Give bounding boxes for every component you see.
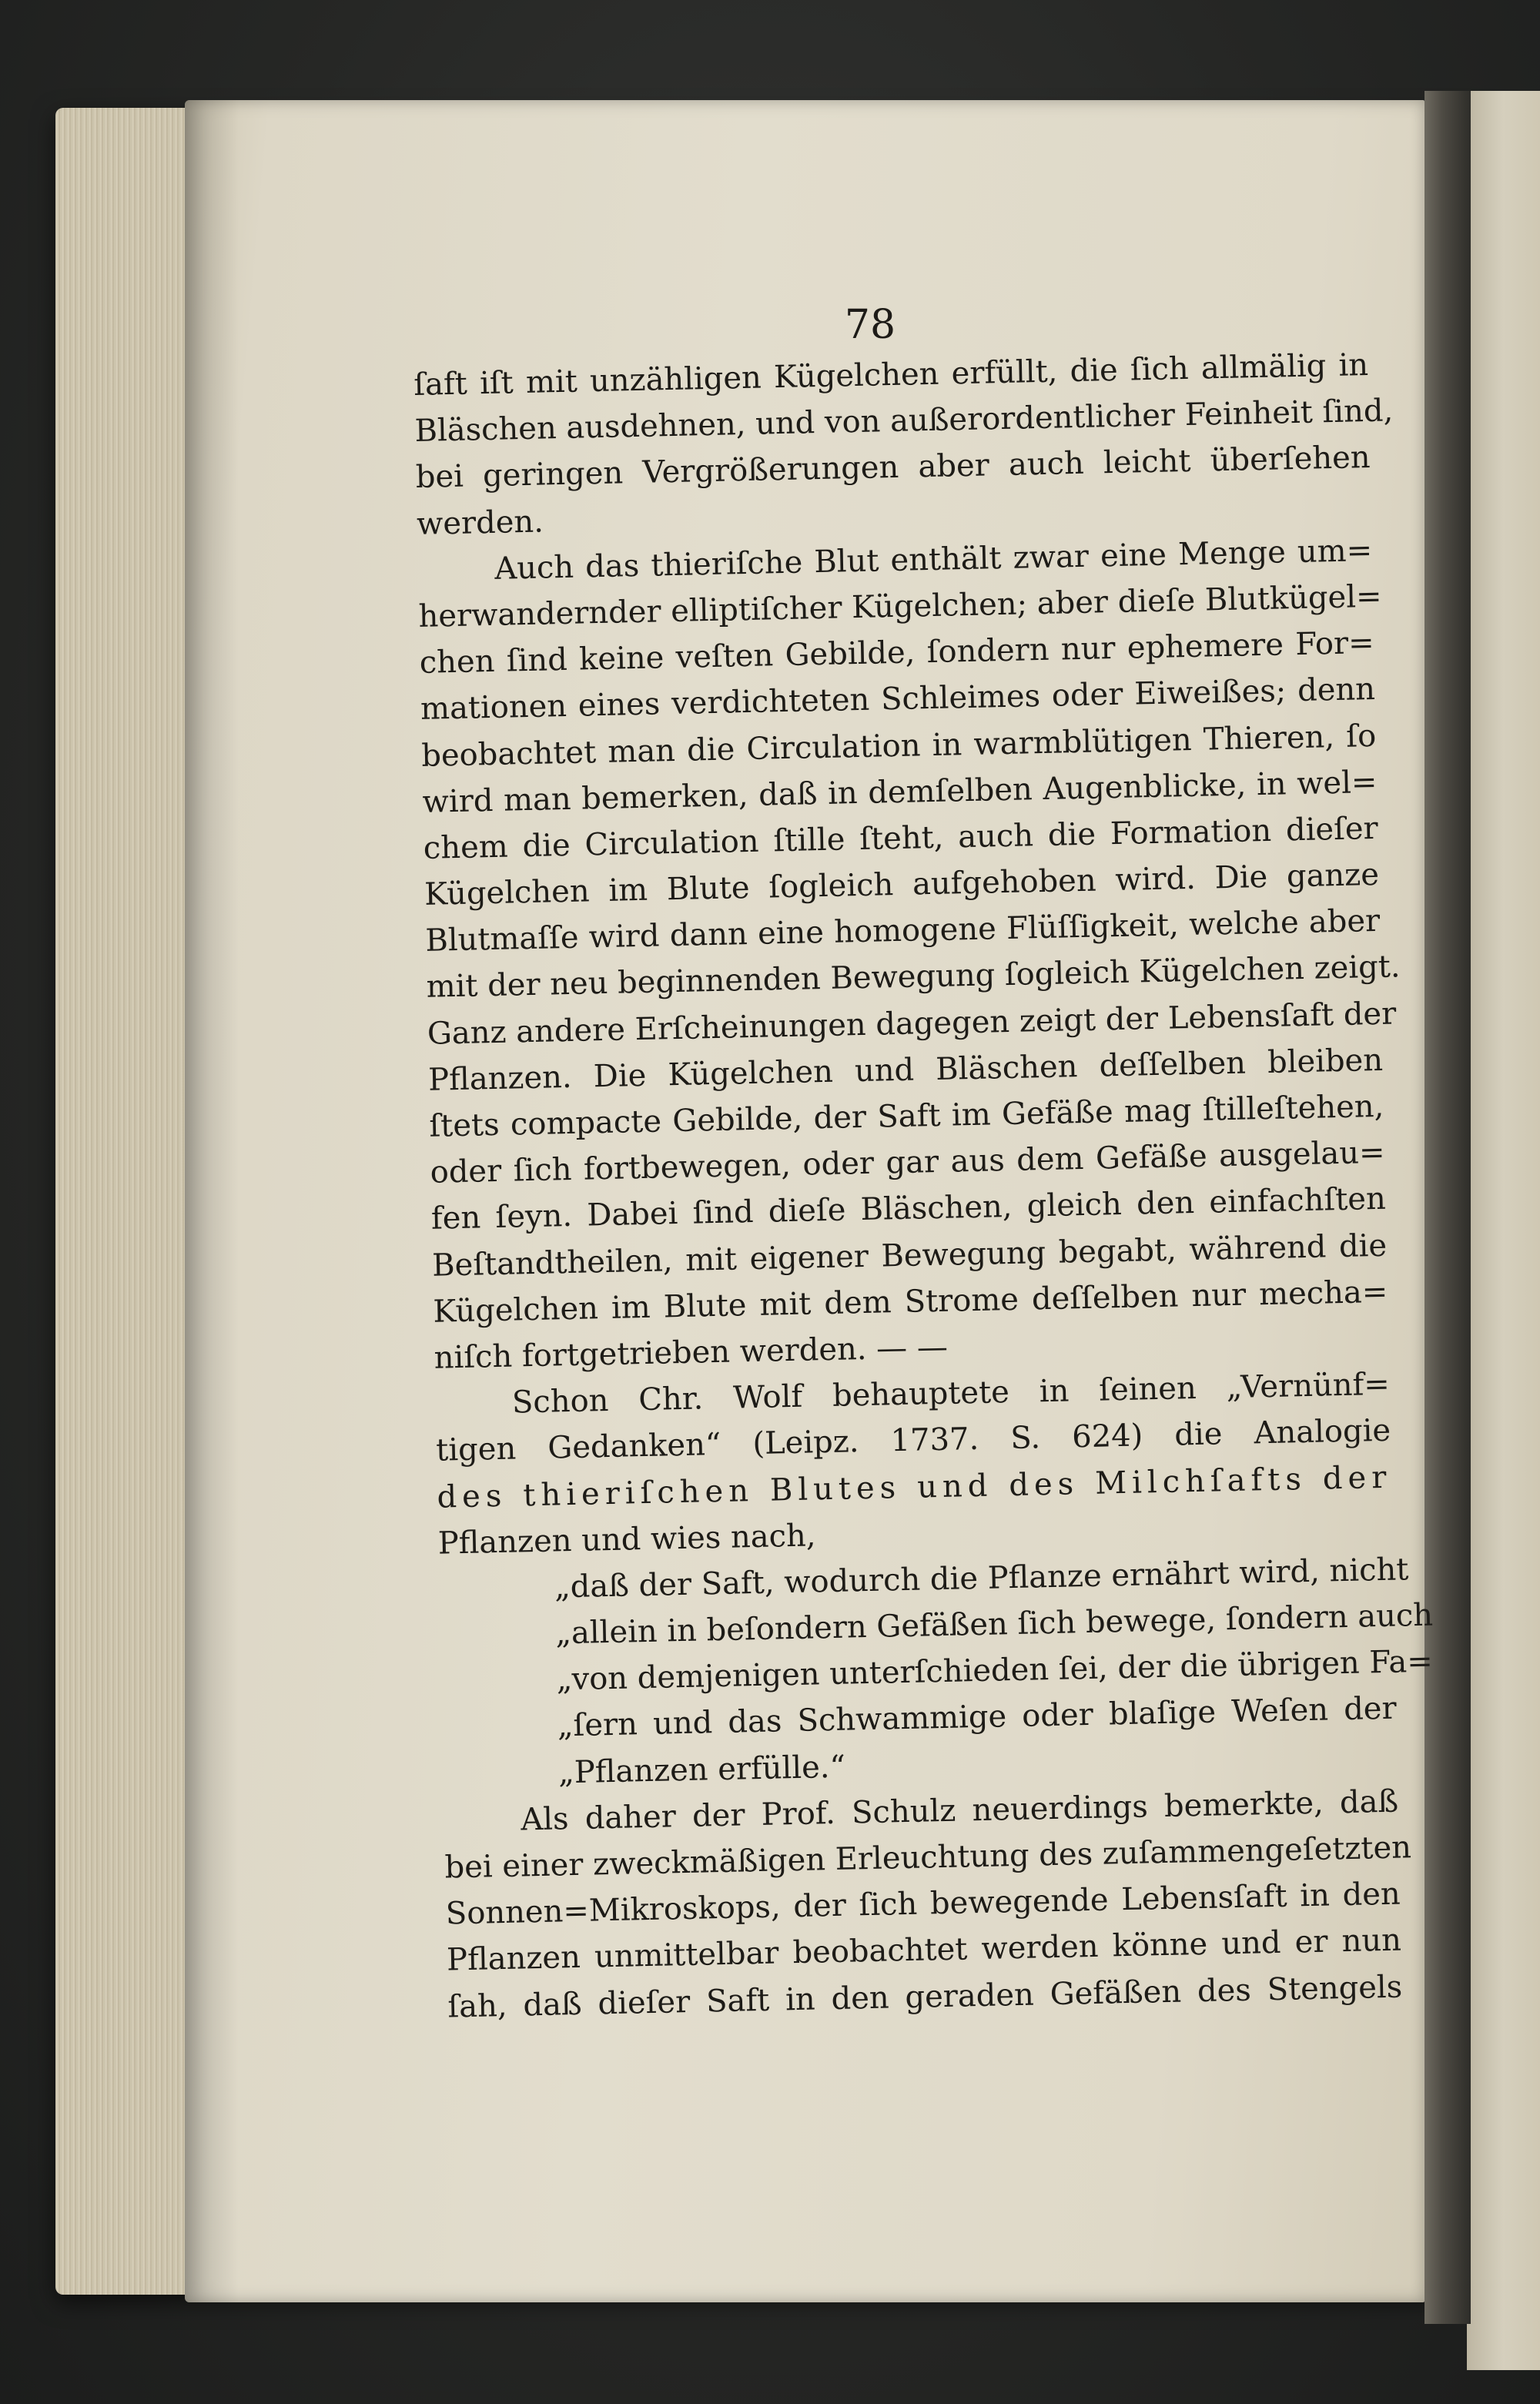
- text-line: Sonnen=Mikroskops, der ſich bewegende Lebensſaft in den: [445, 1876, 1401, 1932]
- text-line: Beſtandtheilen, mit eigener Bewegung begabt, während die: [431, 1227, 1388, 1284]
- text-line: ſaft iſt mit unzähligen Kügelchen erfüllt, die ſich allmälig in: [413, 347, 1369, 403]
- text-line: mationen eines verdichteten Schleimes oder Eiweißes; denn: [420, 671, 1376, 728]
- paragraph-1: [413, 342, 1394, 547]
- text-line: beobachtet man die Circulation in warmblütigen Thieren, ſo: [420, 718, 1377, 774]
- paragraph-3: [434, 1361, 1393, 1567]
- text-line: fen ſeyn. Dabei ſind dieſe Bläschen, gleich den einfachſten: [430, 1181, 1387, 1237]
- book-gutter: [1424, 91, 1471, 2324]
- quote-line: „allein in beſondern Gefäßen ſich bewege, ſondern auch: [554, 1597, 1434, 1652]
- paragraph-4: [444, 1778, 1412, 2030]
- text-line: wird man bemerken, daß in demſelben Augenblicke, in wel=: [422, 764, 1378, 820]
- text-line: Schon Chr. Wolf behauptete in ſeinen „Vernünf=: [511, 1366, 1391, 1421]
- text-line: Bläschen ausdehnen, und von außerordentlicher Feinheit ſind,: [414, 393, 1394, 450]
- text-line: herwandernder elliptiſcher Kügelchen; aber dieſe Blutkügel=: [418, 578, 1382, 634]
- text-line: tigen Gedanken“ (Leipz. 1737. S. 624) die Analogie: [435, 1413, 1391, 1468]
- text-line: Kügelchen im Blute ſogleich aufgehoben wird. Die ganze: [424, 856, 1380, 912]
- text-line: ſtets compacte Gebilde, der Saft im Gefäße mag ſtilleſtehen,: [428, 1088, 1384, 1144]
- page-text: [412, 280, 1434, 2030]
- text-line: werden.: [416, 504, 544, 542]
- text-line: chen ſind keine veſten Gebilde, ſondern nur ephemere For=: [419, 625, 1375, 681]
- text-line: bei geringen Vergrößerungen aber auch leicht überſehen: [415, 440, 1371, 496]
- quote-line: „Pflanzen erfülle.“: [557, 1749, 846, 1791]
- text-line: Blutmaſſe wird dann eine homogene Flüſſigkeit, welche aber: [424, 903, 1381, 959]
- text-line: Kügelchen im Blute mit dem Strome deſſelben nur mecha=: [433, 1274, 1388, 1330]
- text-line: Als daher der Prof. Schulz neuerdings bemerkte, daß: [520, 1783, 1399, 1838]
- text-line: des thieriſchen Blutes und des Milchſafts der: [437, 1459, 1392, 1515]
- quote-line: „ſern und das Schwammige oder blaſige Weſen der: [557, 1691, 1398, 1744]
- quote-line: „daß der Saft, wodurch die Pflanze ernährt wird, nicht: [554, 1552, 1409, 1605]
- text-line: chem die Circulation ſtille ſteht, auch die Formation dieſer: [423, 810, 1379, 866]
- text-line: ſah, daß dieſer Saft in den geraden Gefäßen des Stengels: [447, 1969, 1403, 2025]
- page-curl-shadow: [185, 100, 239, 2302]
- facing-page-edge: [1467, 91, 1540, 2370]
- text-line: bei einer zweckmäßigen Erleuchtung des zuſammengeſetzten: [444, 1830, 1412, 1886]
- text-line: Ganz andere Erſcheinungen dagegen zeigt der Lebensſaft der: [427, 996, 1397, 1052]
- text-line: oder ſich fortbewegen, oder gar aus dem Gefäße ausgelau=: [430, 1134, 1385, 1190]
- text-line: Auch das thieriſche Blut enthält zwar eine Menge um=: [494, 532, 1373, 587]
- text-line: Pflanzen. Die Kügelchen und Bläschen deſſelben bleiben: [427, 1042, 1384, 1098]
- text-line: Pflanzen und wies nach,: [437, 1518, 816, 1562]
- page-number: 78: [844, 302, 896, 348]
- quote-line: „von demjenigen unterſchieden ſei, der die übrigen Fa=: [556, 1643, 1434, 1698]
- paragraph-2: [417, 527, 1401, 1381]
- text-line: niſch fortgetrieben werden. — —: [434, 1329, 949, 1376]
- block-quote: [438, 1547, 1434, 1799]
- text-line: mit der neu beginnenden Bewegung ſogleich Kügelchen zeigt.: [426, 949, 1401, 1006]
- text-line: Pflanzen unmittelbar beobachtet werden könne und er nun: [446, 1922, 1402, 1978]
